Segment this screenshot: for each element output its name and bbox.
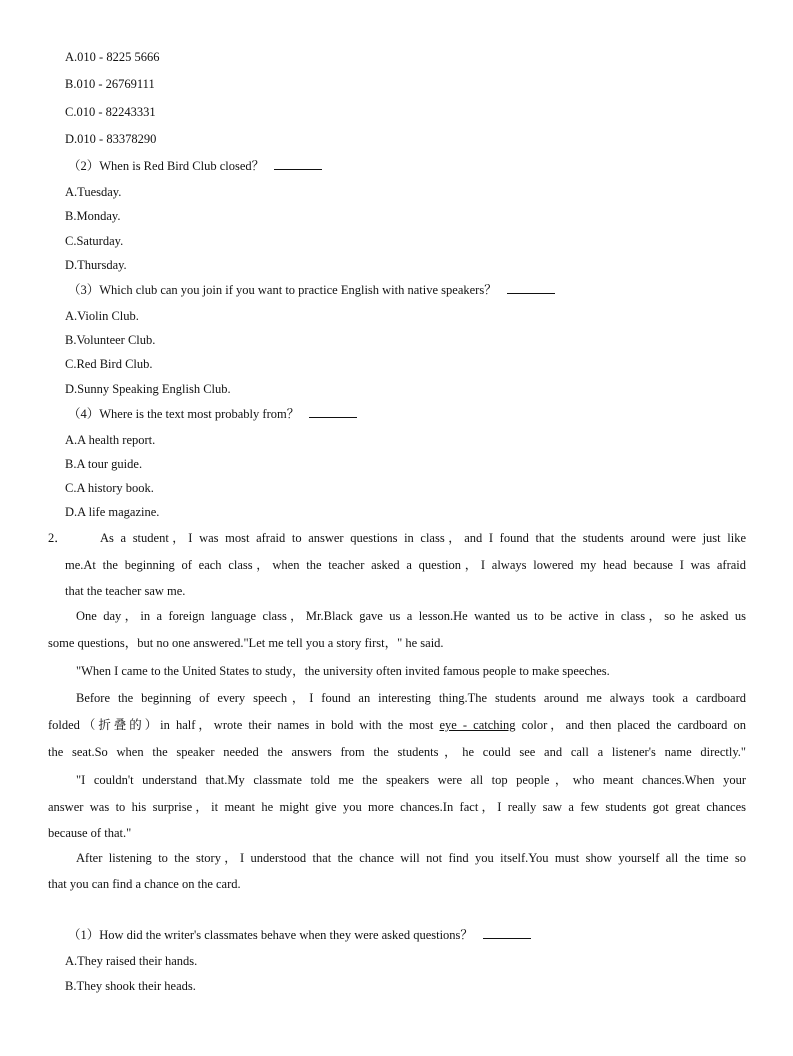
q2-sub1-question [68, 927, 531, 943]
answer-blank[interactable] [483, 928, 531, 939]
passage-line: that you can find a chance on the card. [48, 877, 241, 891]
q1-sub4-option-c: C.A history book. [65, 481, 154, 495]
passage-line: the seat.So when the speaker needed the answers from the students，he could see and call a listener's name directly." [48, 745, 746, 759]
q1-sub4-option-b: B.A tour guide. [65, 457, 143, 471]
q1-option-d: D.010 - 83378290 [65, 132, 157, 146]
passage-line: One day，in a foreign language class，Mr.Black gave us a lesson.He wanted us to be active in class，so he asked us [76, 609, 746, 623]
passage-line: "I couldn't understand that.My classmate told me the speakers were all top people，who meant chances.When your [76, 773, 746, 787]
q1-sub3-question [68, 282, 555, 298]
q1-sub2-option-a: A.Tuesday. [65, 185, 122, 199]
q1-sub4-question [68, 406, 357, 422]
passage-line: answer was to his surprise，it meant he might give you more chances.In fact，I really saw a few students got great chances [48, 800, 746, 814]
q1-sub2-option-d: D.Thursday. [65, 258, 127, 272]
passage-line: some questions，but no one answered."Let me tell you a story first，" he said. [48, 636, 444, 650]
passage-line [48, 717, 746, 733]
passage-line: As a student，I was most afraid to answer questions in class，and I found that the students around were just like [100, 531, 746, 545]
passage-line: because of that." [48, 826, 132, 840]
q1-option-b: B.010 - 26769111 [65, 77, 155, 91]
q2-sub1-option-a: A.They raised their hands. [65, 954, 198, 968]
q1-option-a: A.010 - 8225 5666 [65, 50, 160, 64]
q1-sub3-text: （3）Which club can you join if you want to practice English with native speakers？ [68, 283, 497, 297]
question-number: 2． [48, 531, 67, 545]
passage-text: folded（折叠的）in half，wrote their names in bold with the most [48, 718, 440, 732]
answer-blank[interactable] [309, 407, 357, 418]
passage-line: Before the beginning of every speech，I found an interesting thing.The students around me always took a cardboard [76, 691, 746, 705]
q1-sub2-option-c: C.Saturday. [65, 234, 124, 248]
q1-sub3-option-a: A.Violin Club. [65, 309, 139, 323]
passage-line: After listening to the story，I understood that the chance will not find you itself.You must show yourself all the time so [76, 851, 746, 865]
passage-line: that the teacher saw me. [65, 584, 186, 598]
underlined-phrase: eye - catching [439, 718, 516, 732]
q1-sub2-text: （2）When is Red Bird Club closed？ [68, 159, 265, 173]
passage-text: color，and then placed the cardboard on [515, 718, 746, 732]
q1-sub3-option-c: C.Red Bird Club. [65, 357, 153, 371]
q1-sub4-option-a: A.A health report. [65, 433, 156, 447]
q2-sub1-option-b: B.They shook their heads. [65, 979, 196, 993]
passage-line: "When I came to the United States to study，the university often invited famous people to make speeches. [76, 664, 610, 678]
q2-sub1-text: （1）How did the writer's classmates behave when they were asked questions？ [68, 928, 473, 942]
q1-sub2-question [68, 158, 322, 174]
q1-sub4-option-d: D.A life magazine. [65, 505, 160, 519]
q1-sub3-option-b: B.Volunteer Club. [65, 333, 156, 347]
q1-option-c: C.010 - 82243331 [65, 105, 156, 119]
q1-sub4-text: （4）Where is the text most probably from？ [68, 407, 300, 421]
answer-blank[interactable] [274, 159, 322, 170]
q1-sub2-option-b: B.Monday. [65, 209, 121, 223]
passage-line: me.At the beginning of each class，when the teacher asked a question，I always lowered my head because I was afraid [65, 558, 746, 572]
q1-sub3-option-d: D.Sunny Speaking English Club. [65, 382, 231, 396]
answer-blank[interactable] [507, 283, 555, 294]
